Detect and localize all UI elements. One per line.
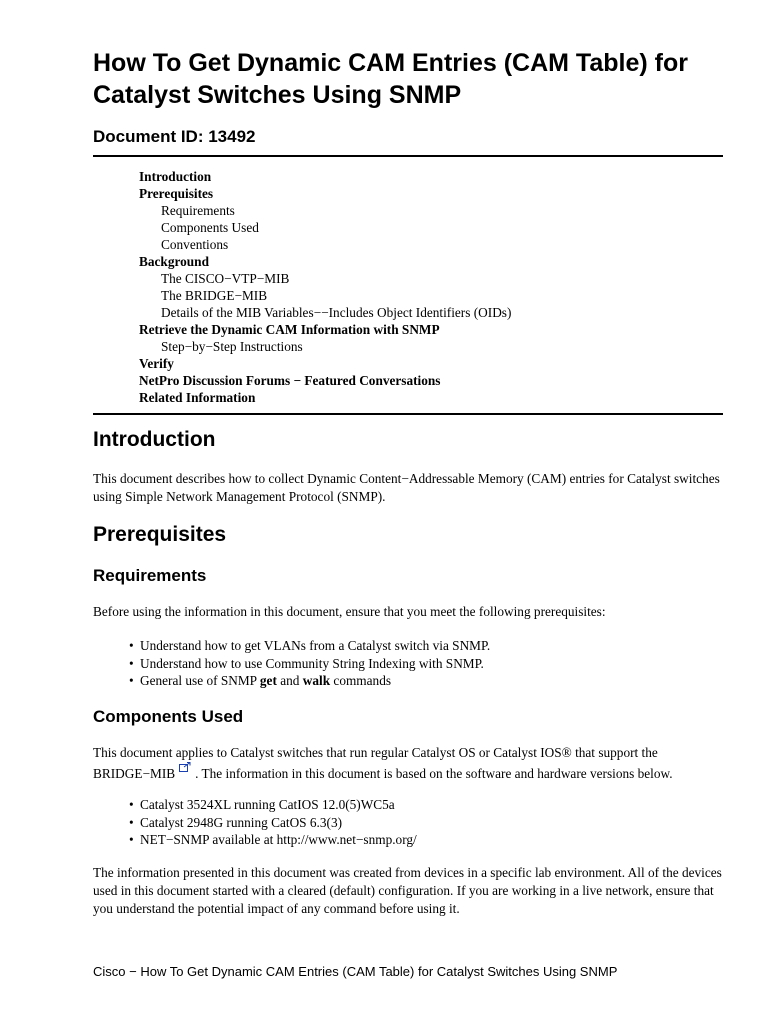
section-heading-introduction: Introduction — [93, 428, 216, 451]
bridge-mib-link[interactable]: BRIDGE−MIB — [93, 766, 176, 781]
list-item: • Understand how to use Community String Indexing with SNMP. — [129, 655, 484, 671]
section-heading-prerequisites: Prerequisites — [93, 523, 227, 546]
document-id: Document ID: 13492 — [93, 127, 256, 146]
toc-link[interactable]: Step−by−Step Instructions — [161, 339, 303, 354]
toc-link[interactable]: Retrieve the Dynamic CAM Information with SNMP — [139, 322, 440, 337]
toc-link[interactable]: Prerequisites — [139, 186, 214, 201]
toc-link[interactable]: Requirements — [161, 203, 235, 218]
external-link-icon[interactable] — [179, 762, 191, 772]
toc-link[interactable]: Verify — [139, 356, 174, 371]
page-footer: Cisco − How To Get Dynamic CAM Entries (CAM Table) for Catalyst Switches Using SNMP — [93, 964, 618, 979]
divider — [93, 155, 723, 157]
components-text: This document applies to Catalyst switches that run regular Catalyst OS or Catalyst IOS® that support the BRIDGE−MIB . The information in this document is based on the software and hardware versions below. — [93, 745, 673, 781]
list-item: • Catalyst 2948G running CatOS 6.3(3) — [129, 814, 343, 830]
toc-link[interactable]: Related Information — [139, 390, 256, 405]
list-item: • Catalyst 3524XL running CatIOS 12.0(5)WC5a — [129, 797, 395, 812]
subsection-heading-components-used: Components Used — [93, 707, 244, 726]
toc-link[interactable]: NetPro Discussion Forums − Featured Conversations — [139, 373, 441, 388]
toc-link[interactable]: The BRIDGE−MIB — [161, 288, 268, 303]
document-title: How To Get Dynamic CAM Entries (CAM Table) for Catalyst Switches Using SNMP — [93, 49, 688, 109]
toc-link[interactable]: Background — [139, 254, 209, 269]
list-item: • General use of SNMP get and walk commands — [129, 673, 392, 688]
toc-link[interactable]: Details of the MIB Variables−−Includes Object Identifiers (OIDs) — [161, 305, 512, 320]
subsection-heading-requirements: Requirements — [93, 566, 207, 585]
components-closing-text: The information presented in this document was created from devices in a specific lab environment. All of the devices used in this document started with a cleared (default) configuration. If you are working in a live network, ensure that you understand the potential impact of any command before using it. — [93, 865, 722, 916]
requirements-list — [129, 637, 490, 690]
toc-link[interactable]: Conventions — [161, 237, 229, 252]
toc-link[interactable]: The CISCO−VTP−MIB — [161, 271, 290, 286]
list-item: • NET−SNMP available at http://www.net−snmp.org/ — [129, 832, 417, 847]
components-list — [129, 796, 417, 849]
list-item: • Understand how to get VLANs from a Catalyst switch via SNMP. — [129, 638, 491, 653]
toc-link[interactable]: Introduction — [139, 169, 212, 184]
divider — [93, 413, 723, 415]
toc-link[interactable]: Components Used — [161, 220, 259, 235]
table-of-contents — [139, 168, 511, 406]
requirements-intro: Before using the information in this document, ensure that you meet the following prerequisites: — [93, 604, 606, 619]
introduction-text: This document describes how to collect Dynamic Content−Addressable Memory (CAM) entries for Catalyst switches using Simple Network Management Protocol (SNMP). — [93, 471, 720, 504]
